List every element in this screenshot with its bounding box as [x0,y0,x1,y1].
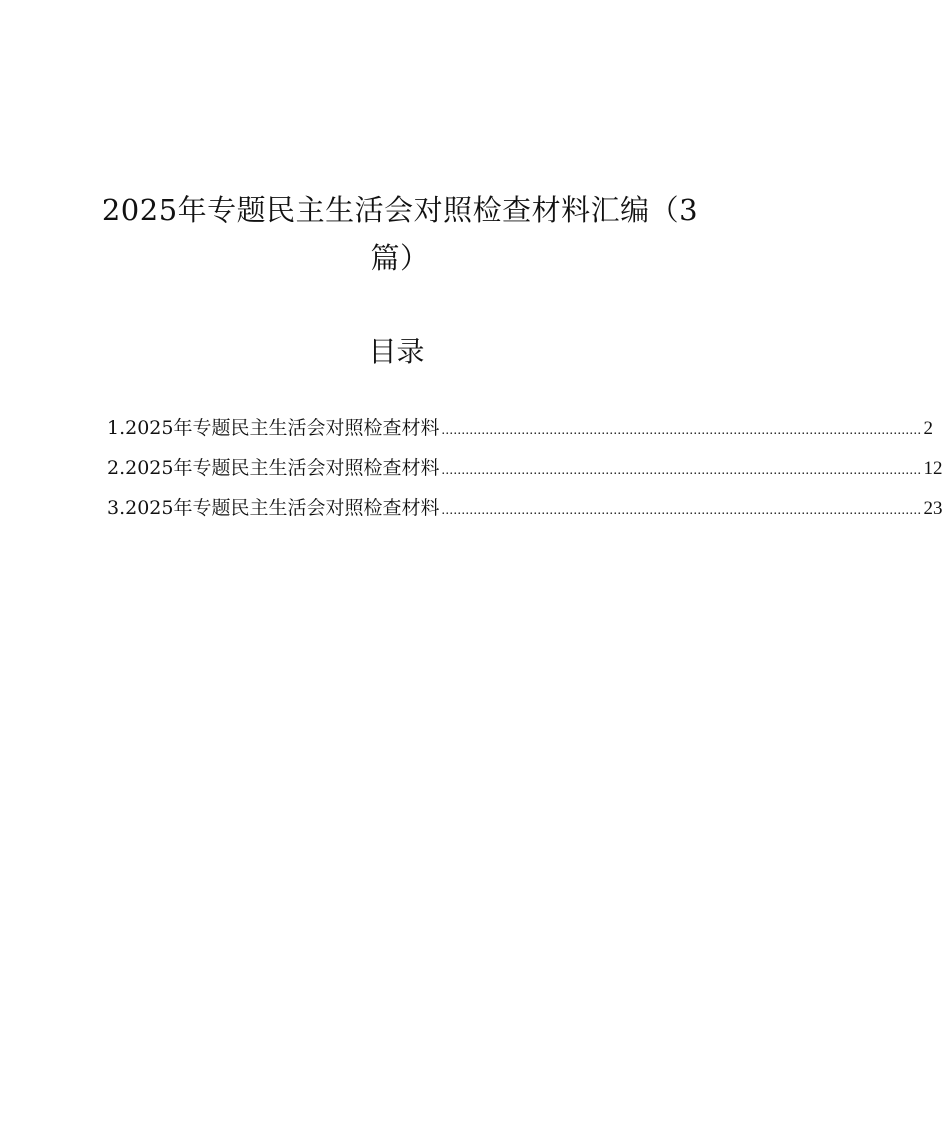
toc-entry-label: 2.2025年专题民主生活会对照检查材料 [107,457,440,479]
toc-entry-label: 1.2025年专题民主生活会对照检查材料 [107,417,440,439]
toc-entry-label: 3.2025年专题民主生活会对照检查材料 [107,497,440,519]
toc-dot-leader: ........................................................................................................................ [441,423,922,438]
toc-entry-page-number: 23 [923,498,942,519]
document-title-line-2: 篇） [370,241,430,275]
toc-dot-leader: ........................................................................................................................ [441,503,922,518]
toc-entry-2[interactable] [107,455,942,495]
toc-entry-page-number: 12 [923,458,942,479]
toc-heading: 目录 [368,335,425,368]
table-of-contents [107,415,942,535]
toc-dot-leader: ........................................................................................................................ [441,463,922,478]
document-title [100,186,700,282]
toc-entry-1[interactable] [107,415,933,455]
toc-entry-3[interactable] [107,495,942,535]
toc-entry-page-number: 2 [923,418,933,439]
document-title-line-1: 2025年专题民主生活会对照检查材料汇编（3 [101,193,699,227]
